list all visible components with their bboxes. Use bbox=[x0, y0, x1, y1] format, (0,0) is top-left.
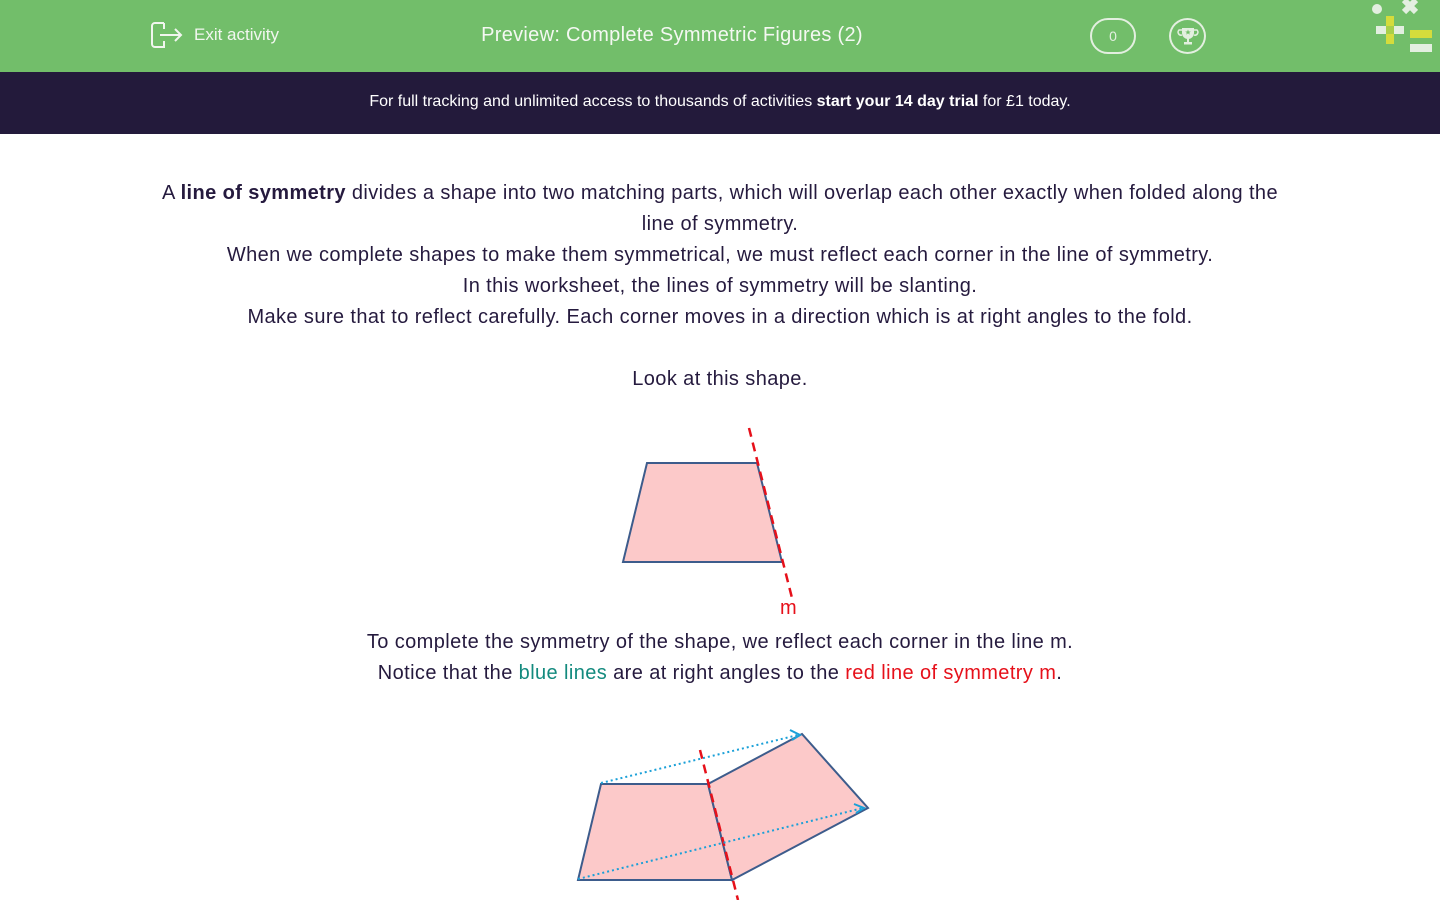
red-line-text: red line of symmetry m bbox=[845, 662, 1057, 684]
banner-text: For full tracking and unlimited access to thousands of activities bbox=[369, 93, 817, 110]
intro-text bbox=[150, 178, 1290, 395]
blue-lines-text: blue lines bbox=[518, 662, 608, 684]
explanation-text bbox=[150, 627, 1290, 689]
trial-banner[interactable] bbox=[0, 72, 1440, 134]
intro-line-5: Look at this shape. bbox=[632, 368, 808, 390]
intro-line-4: Make sure that to reflect carefully. Each corner moves in a direction which is at right angles to the fold. bbox=[247, 306, 1193, 328]
score-badge: 0 bbox=[1090, 18, 1136, 54]
line-label-m: m bbox=[780, 597, 797, 619]
figure-completed-shape bbox=[560, 720, 890, 900]
trophy-icon bbox=[1177, 25, 1199, 47]
figure-half-shape bbox=[600, 420, 820, 620]
trophy-button[interactable] bbox=[1169, 18, 1206, 54]
banner-text-end: for £1 today. bbox=[978, 93, 1071, 110]
banner-trial-link[interactable]: start your 14 day trial bbox=[816, 93, 979, 110]
explanation-line-2: Notice that the blue lines are at right angles to the red line of symmetry m. bbox=[377, 662, 1063, 684]
top-bar bbox=[0, 0, 1440, 72]
intro-line-1: A line of symmetry divides a shape into two matching parts, which will overlap each other exactly when folded along the line of symmetry. bbox=[162, 182, 1278, 235]
exit-activity-label: Exit activity bbox=[194, 25, 280, 44]
logo-icon bbox=[1368, 0, 1440, 56]
page-title: Preview: Complete Symmetric Figures (2) bbox=[481, 24, 863, 46]
intro-line-2: When we complete shapes to make them symmetrical, we must reflect each corner in the line of symmetry. bbox=[226, 244, 1214, 266]
explanation-line-1: To complete the symmetry of the shape, we reflect each corner in the line m. bbox=[366, 631, 1074, 653]
intro-line-3: In this worksheet, the lines of symmetry will be slanting. bbox=[462, 275, 978, 297]
term-line-of-symmetry: line of symmetry bbox=[180, 182, 346, 204]
